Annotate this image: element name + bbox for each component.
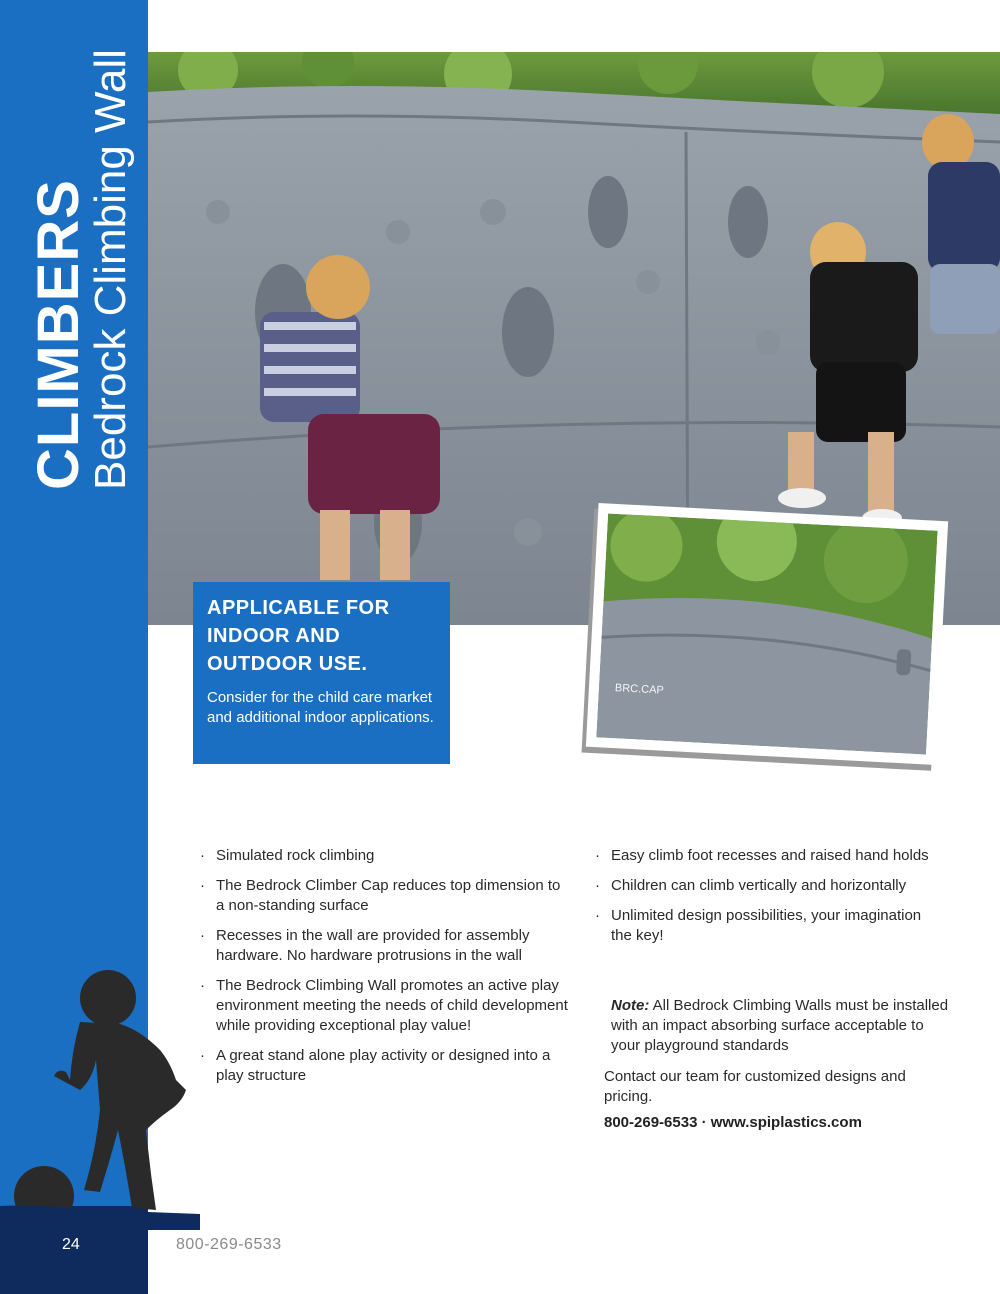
list-item: · Simulated rock climbing — [200, 846, 570, 866]
callout-heading — [207, 594, 436, 678]
footer-phone: 800-269-6533 — [176, 1236, 282, 1253]
callout-heading-line: OUTDOOR USE. — [207, 653, 368, 675]
list-item: · A great stand alone play activity or designed into a play structure — [200, 1046, 570, 1086]
installation-note — [611, 996, 951, 1056]
contact-line: 800-269-6533 · www.spiplastics.com — [604, 1114, 862, 1131]
list-item: · Recesses in the wall are provided for assembly hardware. No hardware protrusions in the wall — [200, 926, 570, 966]
inset-photo — [586, 503, 948, 765]
list-item: · The Bedrock Climber Cap reduces top dimension to a non-standing surface — [200, 876, 570, 916]
note-text: All Bedrock Climbing Walls must be installed with an impact absorbing surface acceptable to your playground standards — [611, 997, 949, 1054]
page-number: 24 — [62, 1236, 80, 1253]
callout-heading-line: APPLICABLE FOR — [207, 597, 390, 619]
list-item: · Unlimited design possibilities, your imagination the key! — [595, 906, 945, 946]
inset-photo-image — [596, 514, 937, 755]
feature-list-right — [595, 846, 945, 956]
category-title: CLIMBERS — [26, 179, 91, 490]
contact-text: Contact our team for customized designs and pricing. — [604, 1068, 906, 1105]
callout-body: Consider for the child care market and additional indoor applications. — [207, 689, 434, 726]
child-silhouette-icon — [0, 960, 200, 1230]
inset-label: BRC.CAP — [614, 682, 665, 697]
list-item: · The Bedrock Climbing Wall promotes an active play environment meeting the needs of child development while providing exceptional play value! — [200, 976, 570, 1036]
vertical-title — [26, 49, 135, 490]
note-label: Note: — [611, 997, 650, 1014]
product-title: Bedrock Climbing Wall — [86, 49, 135, 490]
feature-list-left — [200, 846, 570, 1096]
list-item: · Children can climb vertically and horizontally — [595, 876, 945, 896]
callout-heading-line: INDOOR AND — [207, 625, 341, 647]
list-item: · Easy climb foot recesses and raised hand holds — [595, 846, 945, 866]
callout-box — [193, 582, 450, 764]
